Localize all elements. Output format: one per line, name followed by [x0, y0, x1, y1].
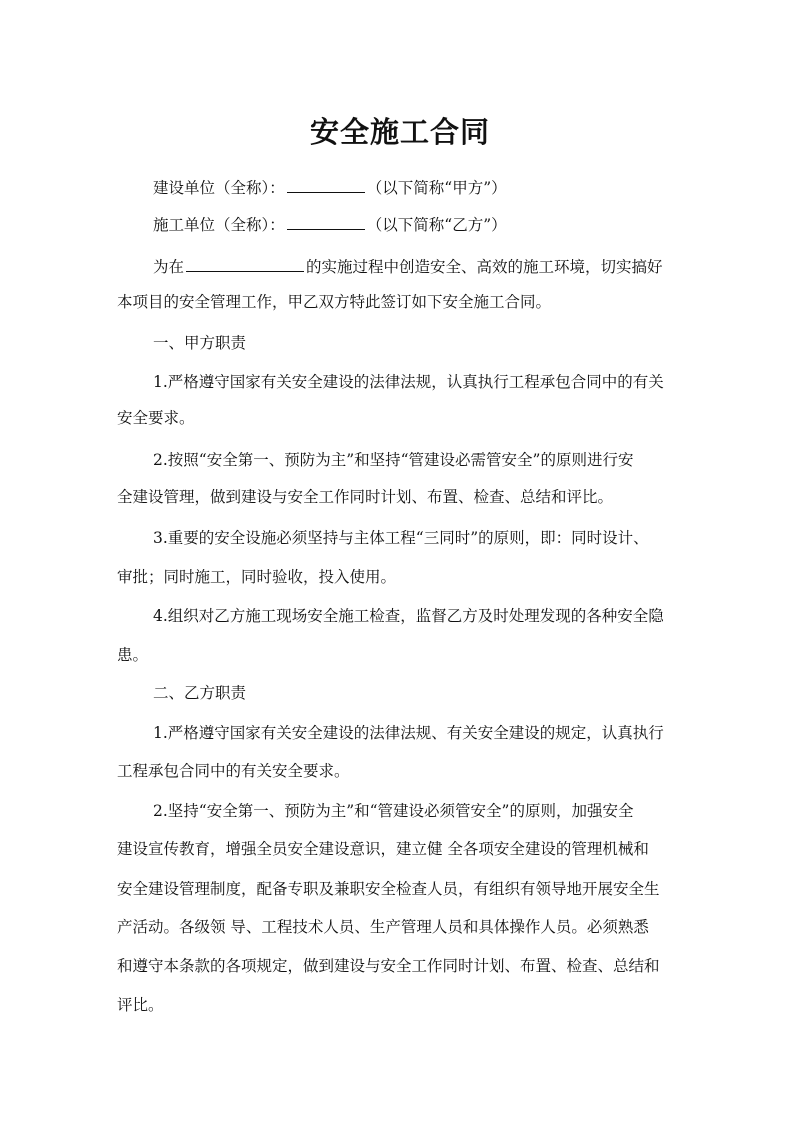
party-a-label: 建设单位（全称）： — [153, 179, 285, 197]
party-b-duty-2-line-4: 产活动。各级领 导、工程技术人员、生产管理人员和具体操作人员。必须熟悉 — [117, 918, 649, 936]
party-a-duty-2-line-1: 2.按照“安全第一、预防为主”和坚持“管建设必需管安全”的原则进行安 — [153, 451, 634, 469]
party-b-duty-2-line-2: 建设宣传教育，增强全员安全建设意识，建立健 全各项安全建设的管理机械和 — [117, 840, 649, 858]
party-a-note: （以下简称“甲方”） — [366, 179, 507, 197]
party-b-label: 施工单位（全称）： — [153, 216, 285, 234]
intro-line-2: 本项目的安全管理工作，甲乙双方特此签订如下安全施工合同。 — [117, 293, 552, 311]
intro-suffix: 的实施过程中创造安全、高效的施工环境，切实搞好 — [306, 258, 663, 276]
party-a-duty-1-line-1: 1.严格遵守国家有关安全建设的法律法规，认真执行工程承包合同中的有关 — [153, 373, 664, 391]
party-b-duty-2-line-1: 2.坚持“安全第一、预防为主”和“管建设必须管安全”的原则，加强安全 — [153, 802, 634, 820]
party-b-duty-1-line-1: 1.严格遵守国家有关安全建设的法律法规、有关安全建设的规定，认真执行 — [153, 724, 664, 742]
document-title: 安全施工合同 — [309, 115, 490, 149]
party-a-duty-3-line-1: 3.重要的安全设施必须坚持与主体工程“三同时”的原则，即：同时设计、 — [153, 529, 649, 547]
intro-prefix: 为在 — [153, 258, 185, 276]
party-a-duty-2-line-2: 全建设管理，做到建设与安全工作同时计划、布置、检查、总结和评比。 — [117, 488, 614, 506]
section-heading-party-a: 一、甲方职责 — [153, 334, 247, 352]
section-heading-party-b: 二、乙方职责 — [153, 684, 247, 702]
party-a-duty-4-line-2: 患。 — [117, 646, 149, 664]
party-a-blank — [287, 176, 365, 193]
party-a-duty-4-line-1: 4.组织对乙方施工现场安全施工检查，监督乙方及时处理发现的各种安全隐 — [153, 607, 664, 625]
party-a-line — [153, 176, 692, 198]
party-b-duty-2-line-3: 安全建设管理制度，配备专职及兼职安全检查人员，有组织有领导地开展安全生 — [117, 880, 660, 898]
party-b-duty-2-line-6: 评比。 — [117, 996, 164, 1014]
project-blank — [186, 255, 304, 272]
party-b-line — [153, 213, 692, 235]
party-b-note: （以下简称“乙方”） — [366, 216, 507, 234]
party-a-duty-3-line-2: 审批；同时施工，同时验收，投入使用。 — [117, 568, 397, 586]
party-a-duty-1-line-2: 安全要求。 — [117, 409, 195, 427]
party-b-duty-1-line-2: 工程承包合同中的有关安全要求。 — [117, 762, 350, 780]
party-b-duty-2-line-5: 和遵守本条款的各项规定，做到建设与安全工作同时计划、布置、检查、总结和 — [117, 957, 660, 975]
party-b-blank — [287, 213, 365, 230]
intro-line-1 — [153, 255, 692, 277]
